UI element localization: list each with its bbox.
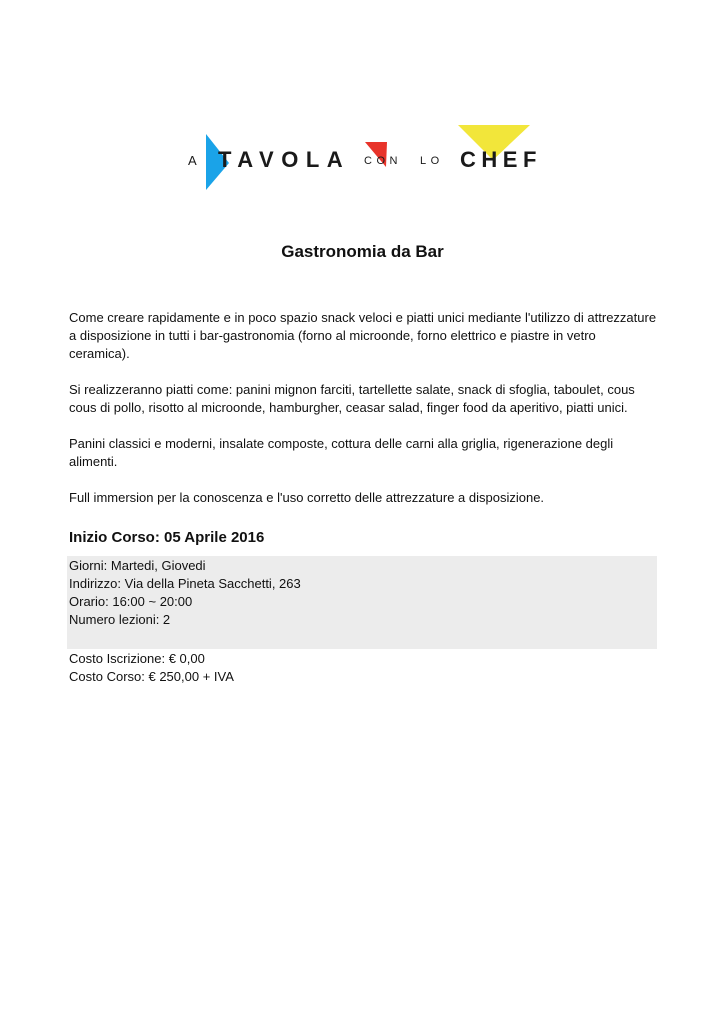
cost-course: Costo Corso: € 250,00 + IVA — [69, 669, 234, 684]
logo-shapes — [0, 0, 725, 200]
paragraph-immersion: Full immersion per la conoscenza e l'uso corretto delle attrezzature a disposizione. — [69, 490, 545, 505]
detail-lessons: Numero lezioni: 2 — [69, 612, 171, 627]
paragraph-dishes: Si realizzeranno piatti come: panini mignon farciti, tartellette salate, snack di sfoglia, taboulet, cous cous di pollo, risotto al microonde, hamburgher, ceasar salad, finger food da aperitivo, piatti unici. — [69, 382, 635, 415]
detail-days: Giorni: Martedi, Giovedi — [69, 558, 206, 573]
course-costs — [69, 650, 659, 686]
logo-word-a: A — [188, 153, 199, 168]
course-description — [69, 309, 659, 686]
paragraph-topics: Panini classici e moderni, insalate composte, cottura delle carni alla griglia, rigenerazione degli alimenti. — [69, 436, 614, 469]
detail-address: Indirizzo: Via della Pineta Sacchetti, 263 — [69, 576, 301, 591]
brand-logo — [0, 0, 725, 200]
detail-schedule: Orario: 16:00 ~ 20:00 — [69, 594, 193, 609]
paragraph-intro: Come creare rapidamente e in poco spazio snack veloci e piatti unici mediante l'utilizzo di attrezzature a disposizione in tutti i bar-gastronomia (forno al microonde, forno elettrico e piastre in vetro ceramica). — [69, 310, 657, 361]
page-title: Gastronomia da Bar — [281, 242, 444, 261]
course-start-heading: Inizio Corso: 05 Aprile 2016 — [69, 529, 265, 546]
logo-word-lo: LO — [420, 155, 444, 167]
logo-word-con: CON — [364, 155, 402, 167]
cost-registration: Costo Iscrizione: € 0,00 — [69, 651, 205, 666]
logo-word-chef: CHEF — [460, 147, 542, 172]
logo-word-tavola: TAVOLA — [218, 147, 351, 172]
course-details-box — [67, 556, 657, 649]
